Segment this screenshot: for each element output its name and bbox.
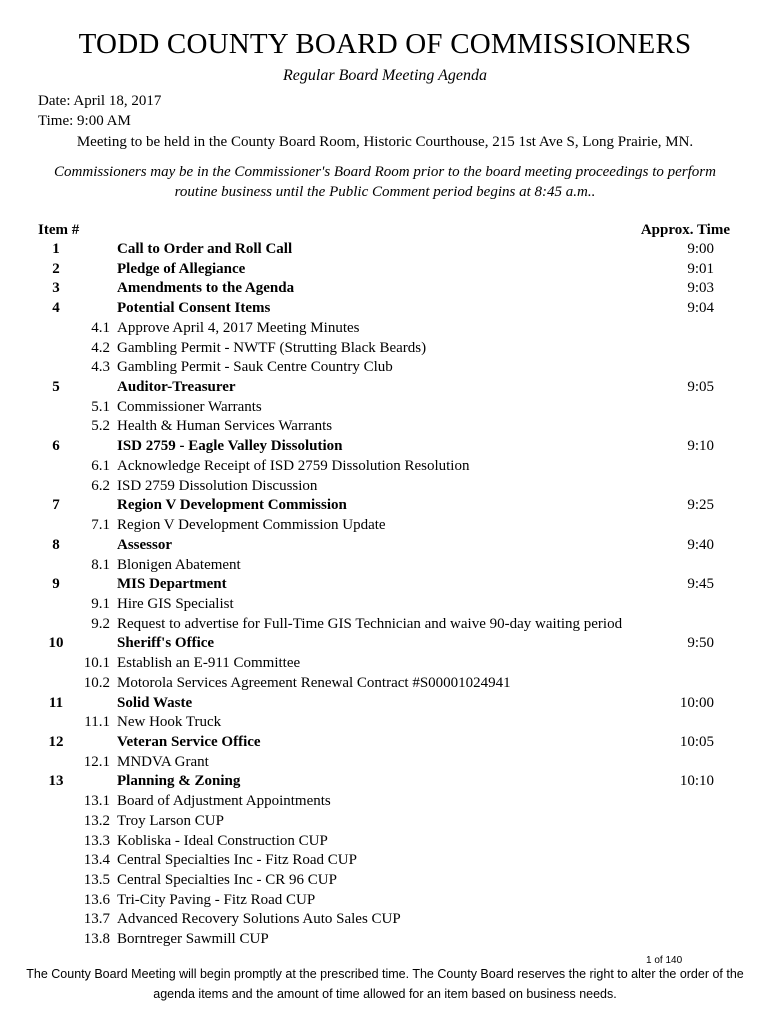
agenda-subitem bbox=[0, 674, 770, 694]
item-title: Central Specialties Inc - CR 96 CUP bbox=[117, 872, 337, 888]
item-title: Assessor bbox=[117, 536, 172, 553]
agenda-item bbox=[0, 437, 770, 457]
item-title: Region V Development Commission bbox=[117, 497, 347, 514]
item-title: Advanced Recovery Solutions Auto Sales CUP bbox=[117, 911, 401, 928]
agenda-subitem bbox=[0, 812, 770, 832]
item-title: ISD 2759 Dissolution Discussion bbox=[117, 477, 318, 494]
item-title: Central Specialties Inc - Fitz Road CUP bbox=[117, 852, 357, 869]
item-time: 9:05 bbox=[687, 379, 714, 396]
document-title: TODD COUNTY BOARD OF COMMISSIONERS bbox=[78, 28, 692, 60]
item-number: 10.2 bbox=[83, 674, 110, 691]
agenda-item bbox=[0, 299, 770, 319]
agenda-subitem bbox=[0, 417, 770, 437]
item-number: 13 bbox=[48, 773, 64, 790]
agenda-subitem bbox=[0, 358, 770, 378]
document-subtitle: Regular Board Meeting Agenda bbox=[283, 67, 487, 84]
item-number: 8.1 bbox=[91, 556, 110, 573]
agenda-item bbox=[0, 260, 770, 280]
item-title: Troy Larson CUP bbox=[117, 812, 224, 829]
item-time: 9:00 bbox=[687, 241, 714, 257]
item-title: Motorola Services Agreement Renewal Contract #S00001024941 bbox=[117, 674, 511, 691]
agenda-item bbox=[0, 496, 770, 516]
item-time: 9:40 bbox=[687, 536, 714, 553]
item-time: 9:10 bbox=[687, 438, 714, 455]
item-number: 13.2 bbox=[83, 812, 110, 829]
item-title: Establish an E-911 Committee bbox=[117, 655, 301, 672]
agenda-item bbox=[0, 634, 770, 654]
item-number: 9.1 bbox=[91, 595, 110, 612]
agenda-subitem bbox=[0, 851, 770, 871]
item-number: 11.1 bbox=[84, 714, 110, 731]
item-time: 10:00 bbox=[679, 694, 714, 711]
item-time: 10:05 bbox=[679, 733, 714, 750]
item-number: 12.1 bbox=[83, 753, 110, 770]
item-title: Region V Development Commission Update bbox=[117, 517, 386, 534]
item-number: 2 bbox=[52, 260, 60, 277]
column-header-time: Approx. Time bbox=[640, 222, 730, 238]
item-number: 13.6 bbox=[83, 891, 110, 908]
item-number: 6.2 bbox=[91, 477, 110, 494]
item-number: 7 bbox=[52, 497, 60, 514]
item-title: Kobliska - Ideal Construction CUP bbox=[117, 832, 328, 849]
item-number: 8 bbox=[52, 536, 60, 553]
item-time: 9:03 bbox=[687, 280, 714, 297]
item-time: 9:50 bbox=[687, 635, 714, 652]
item-title: Commissioner Warrants bbox=[117, 398, 262, 415]
item-title: Board of Adjustment Appointments bbox=[117, 793, 331, 810]
item-number: 13.1 bbox=[83, 793, 110, 810]
item-title: Hire GIS Specialist bbox=[117, 595, 234, 612]
item-title: Approve April 4, 2017 Meeting Minutes bbox=[117, 319, 360, 336]
item-title: Gambling Permit - Sauk Centre Country Club bbox=[117, 359, 393, 376]
item-number: 4.3 bbox=[91, 359, 110, 376]
agenda-item bbox=[0, 575, 770, 595]
item-number: 13.5 bbox=[83, 872, 110, 888]
agenda-subitem bbox=[0, 615, 770, 635]
item-title: ISD 2759 - Eagle Valley Dissolution bbox=[117, 438, 343, 455]
agenda-item bbox=[0, 279, 770, 299]
item-title: Gambling Permit - NWTF (Strutting Black Beards) bbox=[117, 339, 427, 356]
meeting-location: Meeting to be held in the County Board Room, Historic Courthouse, 215 1st Ave S, Long Prairie, MN. bbox=[76, 134, 694, 150]
page-number: 1 of 140 bbox=[646, 955, 683, 966]
item-number: 4.2 bbox=[91, 339, 110, 356]
item-number: 5.2 bbox=[91, 418, 110, 435]
agenda-subitem bbox=[0, 556, 770, 576]
item-title: Acknowledge Receipt of ISD 2759 Dissolution Resolution bbox=[117, 457, 470, 474]
agenda-subitem bbox=[0, 930, 770, 950]
item-title: Pledge of Allegiance bbox=[117, 260, 246, 277]
item-number: 10.1 bbox=[83, 655, 110, 672]
agenda-item bbox=[0, 694, 770, 714]
agenda-list bbox=[0, 240, 770, 950]
agenda-item bbox=[0, 772, 770, 792]
agenda-subitem bbox=[0, 891, 770, 911]
item-number: 9 bbox=[52, 576, 60, 593]
item-title: Amendments to the Agenda bbox=[117, 280, 295, 297]
item-time: 9:01 bbox=[687, 260, 714, 277]
agenda-subitem bbox=[0, 339, 770, 359]
item-title: Borntreger Sawmill CUP bbox=[117, 931, 269, 948]
item-time: 9:25 bbox=[687, 497, 714, 514]
meeting-time: Time: 9:00 AM bbox=[38, 113, 131, 129]
agenda-item bbox=[0, 733, 770, 753]
item-title: Potential Consent Items bbox=[117, 300, 271, 317]
item-title: Tri-City Paving - Fitz Road CUP bbox=[117, 891, 316, 908]
item-number: 13.4 bbox=[83, 852, 110, 869]
agenda-subitem bbox=[0, 457, 770, 477]
agenda-subitem bbox=[0, 871, 770, 891]
item-number: 3 bbox=[52, 280, 60, 297]
item-number: 4 bbox=[52, 300, 60, 317]
agenda-item bbox=[0, 378, 770, 398]
agenda-subitem bbox=[0, 753, 770, 773]
item-number: 5 bbox=[52, 379, 60, 396]
item-title: New Hook Truck bbox=[117, 714, 222, 731]
item-title: Blonigen Abatement bbox=[117, 556, 241, 573]
item-number: 13.7 bbox=[83, 911, 110, 928]
item-number: 10 bbox=[48, 635, 64, 652]
item-title: Request to advertise for Full-Time GIS Technician and waive 90-day waiting period bbox=[117, 615, 623, 632]
item-time: 9:04 bbox=[687, 300, 714, 317]
item-title: Planning & Zoning bbox=[117, 773, 241, 790]
agenda-subitem bbox=[0, 713, 770, 733]
item-number: 13.3 bbox=[83, 832, 110, 849]
agenda-subitem bbox=[0, 477, 770, 497]
meeting-date: Date: April 18, 2017 bbox=[38, 93, 162, 109]
item-number: 5.1 bbox=[91, 398, 110, 415]
agenda-subitem bbox=[0, 516, 770, 536]
agenda-subitem bbox=[0, 319, 770, 339]
item-title: MNDVA Grant bbox=[117, 753, 209, 770]
item-number: 6 bbox=[52, 438, 60, 455]
column-header-item: Item # bbox=[38, 222, 80, 238]
agenda-item bbox=[0, 240, 770, 260]
item-number: 4.1 bbox=[91, 319, 110, 336]
agenda-item bbox=[0, 536, 770, 556]
agenda-subitem bbox=[0, 792, 770, 812]
item-number: 13.8 bbox=[83, 931, 110, 948]
footer-note: The County Board Meeting will begin promptly at the prescribed time. The County Board reserves the right to alter the order of the agenda items and the amount of time allowed for an item based on business needs. bbox=[26, 967, 744, 1001]
item-title: Call to Order and Roll Call bbox=[117, 241, 293, 257]
item-time: 10:10 bbox=[679, 773, 714, 790]
item-number: 7.1 bbox=[91, 517, 110, 534]
item-title: MIS Department bbox=[117, 576, 227, 593]
item-title: Sheriff's Office bbox=[117, 635, 215, 652]
item-title: Health & Human Services Warrants bbox=[117, 418, 333, 435]
item-number: 12 bbox=[48, 733, 64, 750]
item-title: Auditor-Treasurer bbox=[117, 379, 236, 396]
agenda-subitem bbox=[0, 398, 770, 418]
item-number: 6.1 bbox=[91, 457, 110, 474]
agenda-subitem bbox=[0, 910, 770, 930]
item-time: 9:45 bbox=[687, 576, 714, 593]
item-title: Solid Waste bbox=[117, 694, 193, 711]
meeting-note: Commissioners may be in the Commissioner's Board Room prior to the board meeting proceedings to perform routine business until the Public Comment period begins at 8:45 a.m.. bbox=[54, 164, 716, 200]
item-title: Veteran Service Office bbox=[117, 733, 261, 750]
item-number: 11 bbox=[48, 694, 64, 711]
agenda-subitem bbox=[0, 595, 770, 615]
agenda-subitem bbox=[0, 832, 770, 852]
item-number: 1 bbox=[52, 241, 60, 257]
item-number: 9.2 bbox=[91, 615, 110, 632]
agenda-subitem bbox=[0, 654, 770, 674]
